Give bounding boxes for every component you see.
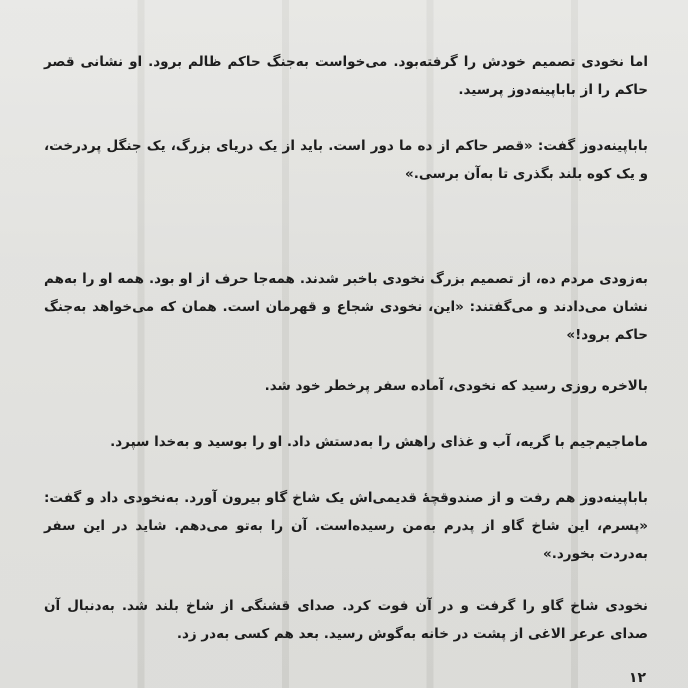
paragraph-3: به‌زودی مردم ده، از تصمیم بزرگ نخودی باخبر شدند. همه‌جا حرف از او بود. همه او را به‌هم نشان می‌دادند و می‌گفتند: «این، نخودی شجاع و قهرمان است. همان که می‌خواهد به‌جنگ حاکم برود!»	[44, 271, 648, 343]
paragraph-4: بالاخره روزی رسید که نخودی، آماده سفر پرخطر خود شد.	[264, 378, 648, 394]
paragraph-1: اما نخودی تصمیم خودش را گرفته‌بود. می‌خواست به‌جنگ حاکم ظالم برود. او نشانی قصر حاکم را از باباپینه‌دوز پرسید.	[44, 54, 648, 98]
page-number: ۱۲	[628, 670, 646, 686]
paragraph-6: باباپینه‌دوز هم رفت و از صندوقچهٔ قدیمی‌اش یک شاخ گاو بیرون آورد. به‌نخودی داد و گفت: «پسرم، این شاخ گاو از پدرم به‌من رسیده‌است. آن را به‌تو می‌دهم. شاید در این سفر به‌دردت بخورد.»	[44, 490, 648, 562]
paragraph-2: باباپینه‌دوز گفت: «قصر حاکم از ده ما دور است. باید از یک دریای بزرگ، یک جنگل پردرخت، و یک کوه بلند بگذری تا به‌آن برسی.»	[44, 138, 648, 182]
paragraph-7: نخودی شاخ گاو را گرفت و در آن فوت کرد. صدای قشنگی از شاخ بلند شد. به‌دنبال آن صدای عرعر الاغی از پشت در خانه به‌گوش رسید. بعد هم کسی به‌در زد.	[44, 598, 648, 642]
paragraph-5: ماماجیم‌جیم با گریه، آب و غذای راهش را به‌دستش داد. او را بوسید و به‌خدا سپرد.	[110, 434, 648, 450]
